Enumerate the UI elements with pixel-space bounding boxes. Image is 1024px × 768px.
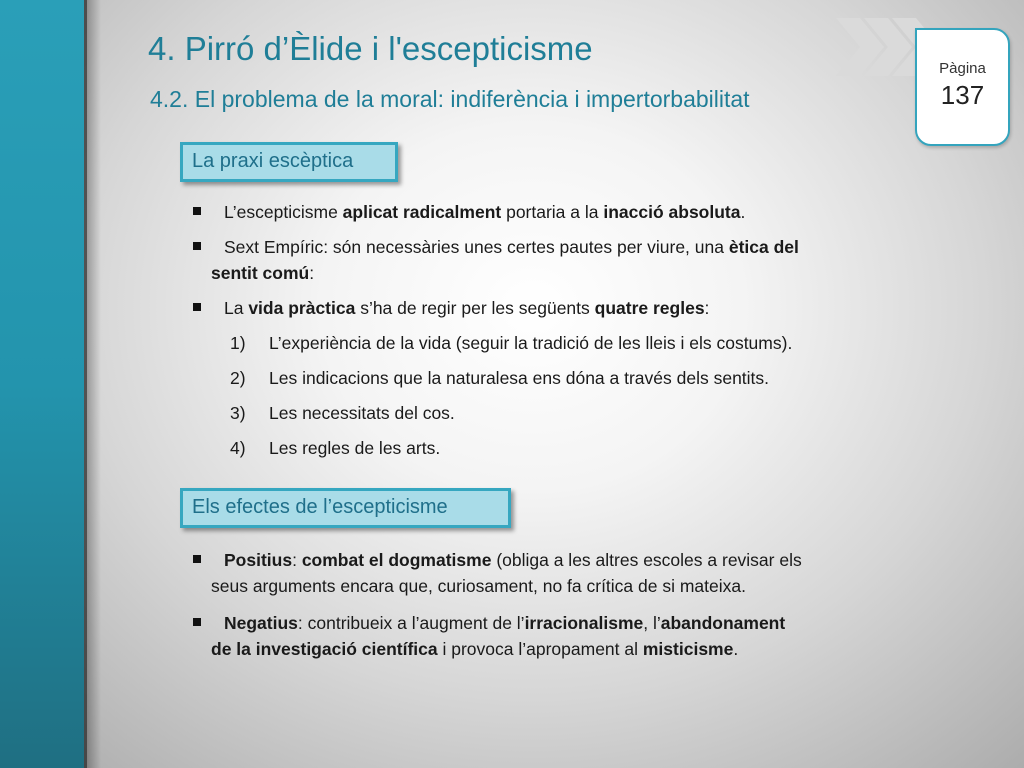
square-bullet-icon (193, 618, 201, 626)
bullet-item: Positius: combat el dogmatisme (obliga a les altres escoles a revisar els (190, 547, 910, 573)
bullet-item: L’escepticisme aplicat radicalment portaria a la inacció absoluta. (190, 199, 910, 225)
bullet-item: La vida pràctica s’ha de regir per les següents quatre regles: (190, 295, 910, 321)
square-bullet-icon (193, 242, 201, 250)
square-bullet-icon (193, 207, 201, 215)
bullet-item: Sext Empíric: són necessàries unes certes pautes per viure, una ètica del (190, 234, 910, 260)
page-number: 137 (940, 80, 985, 110)
side-bar-shadow (87, 0, 101, 768)
side-accent-bar (0, 0, 84, 768)
section-heading-efectes: Els efectes de l’escepticisme (180, 488, 511, 528)
bullet-item: Negatius: contribueix a l’augment de l’irracionalisme, l’abandonament (190, 610, 910, 636)
numbered-rule: 1) L’experiència de la vida (seguir la tradició de les lleis i els costums). (230, 333, 793, 353)
numbered-rule: 2) Les indicacions que la naturalesa ens dóna a través dels sentits. (230, 368, 770, 388)
section-heading-praxi: La praxi escèptica (180, 142, 398, 182)
section-efectes-content (190, 547, 910, 662)
section-praxi-content (190, 199, 910, 461)
page-number-badge (915, 28, 1010, 146)
page-label: Pàgina (939, 60, 986, 77)
bullet-continuation: seus arguments encara que, curiosament, no fa crítica de si mateixa. (211, 576, 746, 596)
bullet-continuation: sentit comú: (211, 263, 315, 283)
numbered-rule: 4) Les regles de les arts. (230, 438, 441, 458)
square-bullet-icon (193, 555, 201, 563)
slide-subtitle: 4.2. El problema de la moral: indiferència i impertorbabilitat (150, 86, 750, 112)
square-bullet-icon (193, 303, 201, 311)
bullet-continuation: de la investigació científica i provoca l’apropament al misticisme. (211, 639, 739, 659)
slide-title: 4. Pirró d’Èlide i l'escepticisme (148, 30, 593, 67)
numbered-rule: 3) Les necessitats del cos. (230, 403, 455, 423)
